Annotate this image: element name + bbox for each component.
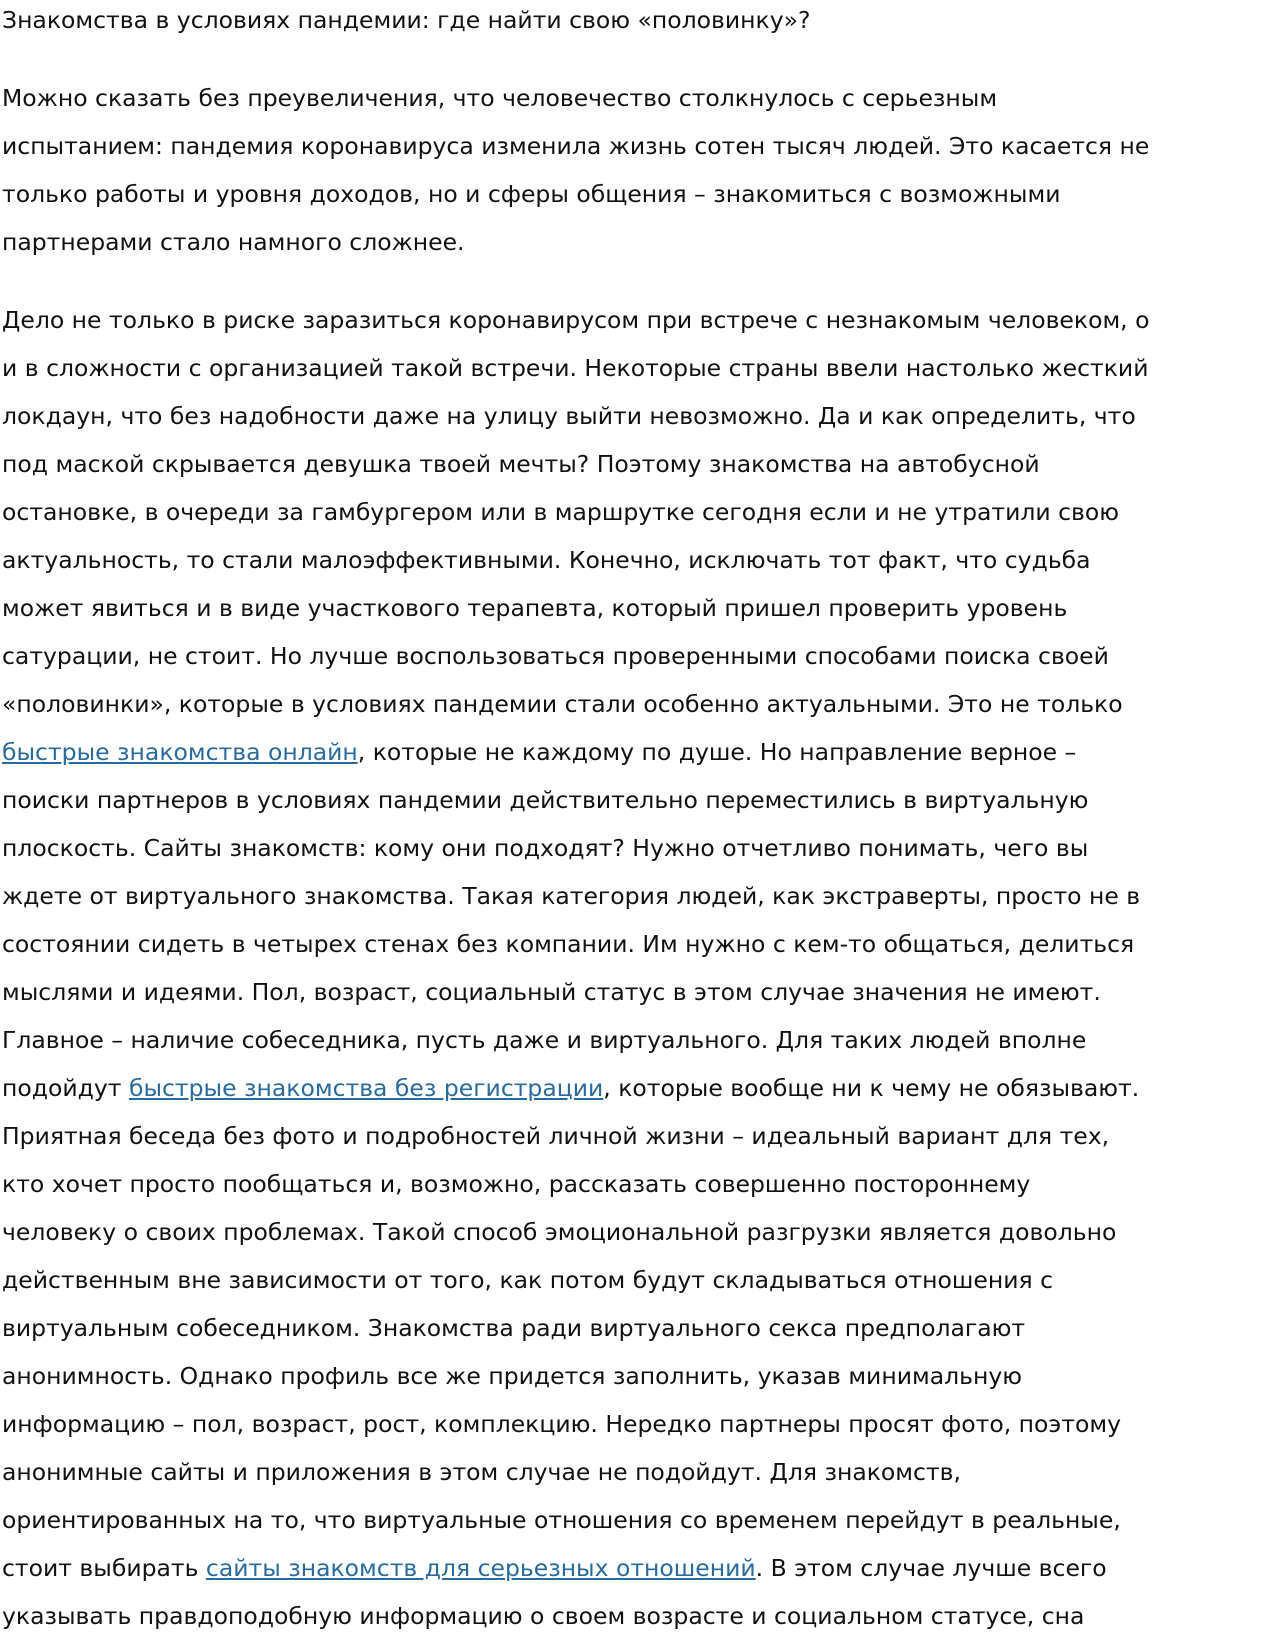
text-segment: под маской скрывается девушка твоей мечты? Поэтому знакомства на автобусной xyxy=(2,450,1040,478)
text-segment: и в сложности с организацией такой встречи. Некоторые страны ввели настолько жесткий xyxy=(2,354,1149,382)
text-segment: указывать правдоподобную информацию о своем возрасте и социальном статусе, сна xyxy=(2,1602,1085,1630)
text-line xyxy=(2,728,1270,776)
text-segment: поиски партнеров в условиях пандемии действительно переместились в виртуальную xyxy=(2,786,1089,814)
text-segment: сатурации, не стоит. Но лучше воспользоваться проверенными способами поиска своей xyxy=(2,642,1109,670)
text-line xyxy=(2,488,1270,536)
text-line xyxy=(2,1112,1270,1160)
text-line xyxy=(2,1400,1270,1448)
text-line xyxy=(2,296,1270,344)
text-line xyxy=(2,1544,1270,1592)
text-line xyxy=(2,1304,1270,1352)
paragraph-intro xyxy=(2,74,1270,266)
dating-without-registration-link[interactable]: быстрые знакомства без регистрации xyxy=(128,1074,604,1102)
text-line xyxy=(2,1160,1270,1208)
text-segment: информацию – пол, возраст, рост, комплекцию. Нередко партнеры просят фото, поэтому xyxy=(2,1410,1121,1438)
text-segment: испытанием: пандемия коронавируса изменила жизнь сотен тысяч людей. Это касается не xyxy=(2,132,1150,160)
text-segment: «половинки», которые в условиях пандемии стали особенно актуальными. Это не только xyxy=(2,690,1123,718)
paragraphs-container xyxy=(2,74,1270,1640)
text-segment: состоянии сидеть в четырех стенах без компании. Им нужно с кем-то общаться, делиться xyxy=(2,930,1135,958)
text-segment: анонимность. Однако профиль все же придется заполнить, указав минимальную xyxy=(2,1362,1023,1390)
quick-online-dating-link[interactable]: быстрые знакомства онлайн xyxy=(2,738,358,766)
text-segment: человеку о своих проблемах. Такой способ эмоциональной разгрузки является довольно xyxy=(2,1218,1117,1246)
text-line xyxy=(2,74,1270,122)
text-line xyxy=(2,122,1270,170)
text-line xyxy=(2,1208,1270,1256)
text-line xyxy=(2,1496,1270,1544)
text-segment: локдаун, что без надобности даже на улицу выйти невозможно. Да и как определить, что xyxy=(2,402,1136,430)
text-line xyxy=(2,824,1270,872)
text-line xyxy=(2,1352,1270,1400)
text-segment: подойдут xyxy=(2,1074,129,1102)
text-line xyxy=(2,170,1270,218)
text-line xyxy=(2,968,1270,1016)
text-segment: плоскость. Сайты знакомств: кому они подходят? Нужно отчетливо понимать, чего вы xyxy=(2,834,1089,862)
text-line xyxy=(2,680,1270,728)
text-segment: стоит выбирать xyxy=(2,1554,206,1582)
text-segment: кто хочет просто пообщаться и, возможно, рассказать совершенно постороннему xyxy=(2,1170,1031,1198)
text-segment: Приятная беседа без фото и подробностей личной жизни – идеальный вариант для тех, xyxy=(2,1122,1110,1150)
text-line xyxy=(2,920,1270,968)
text-segment: ждете от виртуального знакомства. Такая категория людей, как экстраверты, просто не в xyxy=(2,882,1141,910)
article-title: Знакомства в условиях пандемии: где найти свою «половинку»? xyxy=(2,6,811,34)
text-segment: партнерами стало намного сложнее. xyxy=(2,228,465,256)
text-line xyxy=(2,872,1270,920)
text-segment: действенным вне зависимости от того, как потом будут складываться отношения с xyxy=(2,1266,1054,1294)
text-segment: остановке, в очереди за гамбургером или в маршрутке сегодня если и не утратили свою xyxy=(2,498,1120,526)
text-line xyxy=(2,584,1270,632)
serious-relationship-dating-sites-link[interactable]: сайты знакомств для серьезных отношений xyxy=(205,1554,756,1582)
text-line xyxy=(2,632,1270,680)
text-segment: Дело не только в риске заразиться коронавирусом при встрече с незнакомым человеком, о xyxy=(2,306,1150,334)
text-line xyxy=(2,776,1270,824)
text-segment: виртуальным собеседником. Знакомства ради виртуального секса предполагают xyxy=(2,1314,1026,1342)
text-segment: Главное – наличие собеседника, пусть даже и виртуального. Для таких людей вполне xyxy=(2,1026,1087,1054)
text-segment: . В этом случае лучше всего xyxy=(755,1554,1107,1582)
text-line xyxy=(2,440,1270,488)
text-segment: анонимные сайты и приложения в этом случае не подойдут. Для знакомств, xyxy=(2,1458,961,1486)
text-line xyxy=(2,392,1270,440)
text-line xyxy=(2,1592,1270,1640)
text-segment: актуальность, то стали малоэффективными. Конечно, исключать тот факт, что судьба xyxy=(2,546,1091,574)
paragraph-main xyxy=(2,296,1270,1640)
text-line xyxy=(2,218,1270,266)
text-segment: ориентированных на то, что виртуальные отношения со временем перейдут в реальные, xyxy=(2,1506,1121,1534)
text-segment: мыслями и идеями. Пол, возраст, социальный статус в этом случае значения не имеют. xyxy=(2,978,1101,1006)
title-block xyxy=(2,0,1270,44)
text-segment: только работы и уровня доходов, но и сферы общения – знакомиться с возможными xyxy=(2,180,1061,208)
text-line xyxy=(2,1256,1270,1304)
text-line xyxy=(2,536,1270,584)
text-line xyxy=(2,1064,1270,1112)
text-segment: , которые не каждому по душе. Но направление верное – xyxy=(357,738,1077,766)
text-segment: Можно сказать без преувеличения, что человечество столкнулось с серьезным xyxy=(2,84,998,112)
text-line xyxy=(2,1448,1270,1496)
text-segment: может явиться и в виде участкового терапевта, который пришел проверить уровень xyxy=(2,594,1068,622)
text-line xyxy=(2,1016,1270,1064)
text-segment: , которые вообще ни к чему не обязывают. xyxy=(603,1074,1140,1102)
text-line xyxy=(2,344,1270,392)
